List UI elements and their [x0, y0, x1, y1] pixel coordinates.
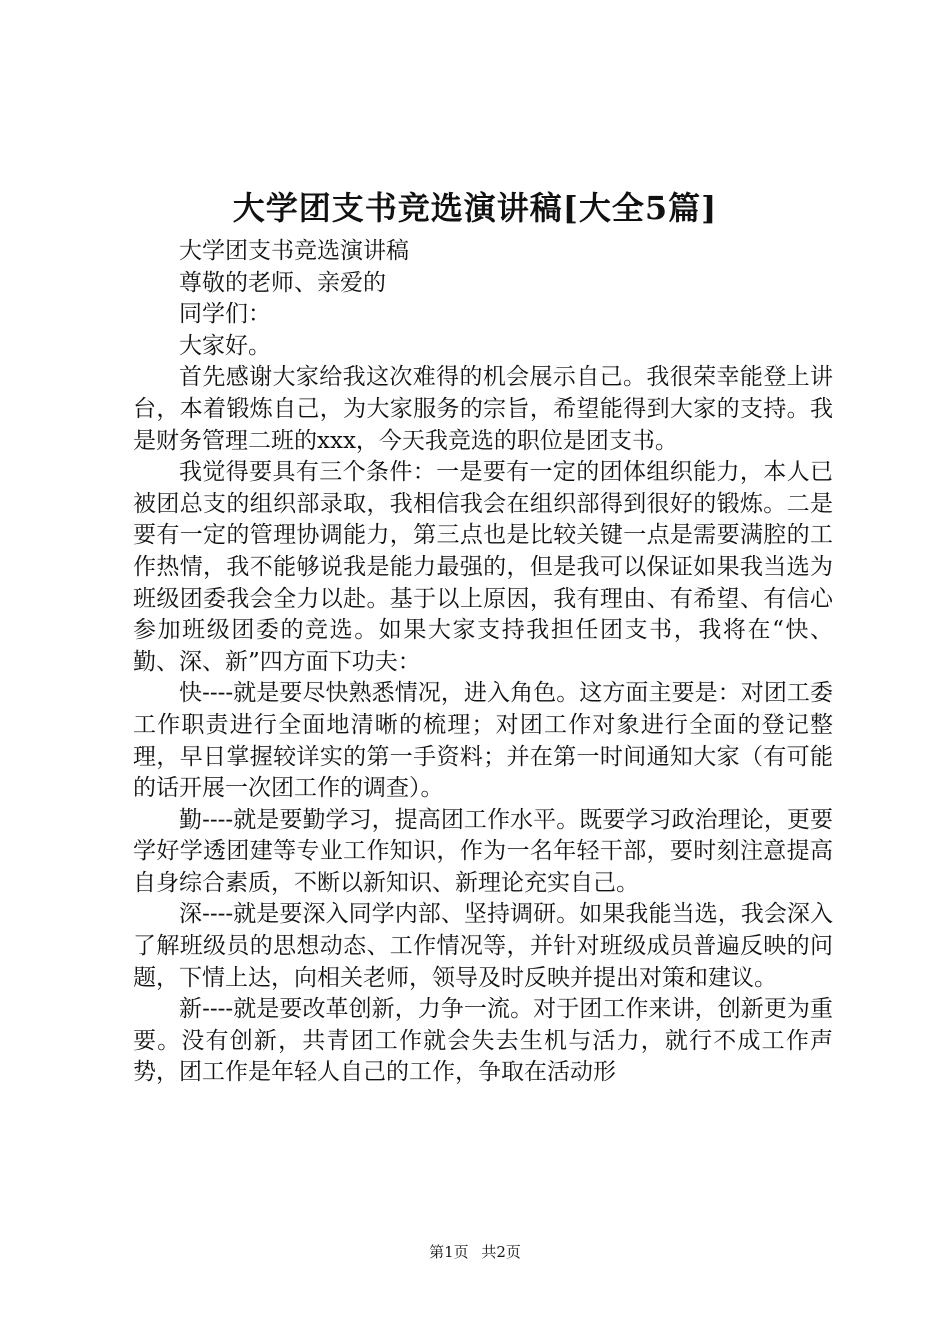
- paragraph-kuai: 快----就是要尽快熟悉情况，进入角色。这方面主要是：对团工委工作职责进行全面地清晰的梳理；对团工作对象进行全面的登记整理，早日掌握较详实的第一手资料；并在第一时间通知大家（有可能的话开展一次团工作的调查）。: [133, 680, 833, 802]
- paragraph-salutation-1: 尊敬的老师、亲爱的: [179, 269, 386, 296]
- page-footer: [0, 1241, 950, 1263]
- paragraph-shen: 深----就是要深入同学内部、坚持调研。如果我能当选，我会深入了解班级员的思想动态、工作情况等，并针对班级成员普遍反映的问题，下情上达，向相关老师，领导及时反映并提出对策和建议。: [133, 901, 833, 991]
- document-title: 大学团支书竞选演讲稿[大全5篇]: [232, 189, 718, 227]
- paragraph-intro: 首先感谢大家给我这次难得的机会展示自己。我很荣幸能登上讲台，本着锻炼自己，为大家服务的宗旨，希望能得到大家的支持。我是财务管理二班的xxx，今天我竞选的职位是团支书。: [133, 364, 833, 454]
- paragraph-salutation-2: 同学们：: [179, 301, 271, 328]
- paragraph-greeting: 大家好。: [179, 332, 271, 359]
- paragraph-xin: 新----就是要改革创新，力争一流。对于团工作来讲，创新更为重要。没有创新，共青团工作就会失去生机与活力，就行不成工作声势，团工作是年轻人自己的工作，争取在活动形: [133, 996, 833, 1086]
- page-number-current: 第1页: [429, 1243, 469, 1261]
- paragraph-conditions: 我觉得要具有三个条件：一是要有一定的团体组织能力，本人已被团总支的组织部录取，我相信我会在组织部得到很好的锻炼。二是要有一定的管理协调能力，第三点也是比较关键一点是需要满腔的工作热情，我不能够说我是能力最强的，但是我可以保证如果我当选为班级团委我会全力以赴。基于以上原因，我有理由、有希望、有信心参加班级团委的竞选。如果大家支持我担任团支书，我将在“快、勤、深、新”四方面下功夫：: [133, 459, 833, 675]
- document-body: [133, 236, 833, 1089]
- paragraph-qin: 勤----就是要勤学习，提高团工作水平。既要学习政治理论，更要学好学透团建等专业工作知识，作为一名年轻干部，要时刻注意提高自身综合素质，不断以新知识、新理论充实自己。: [133, 806, 833, 896]
- paragraph-subtitle: 大学团支书竞选演讲稿: [179, 238, 409, 264]
- page-number-total: 共2页: [481, 1243, 521, 1261]
